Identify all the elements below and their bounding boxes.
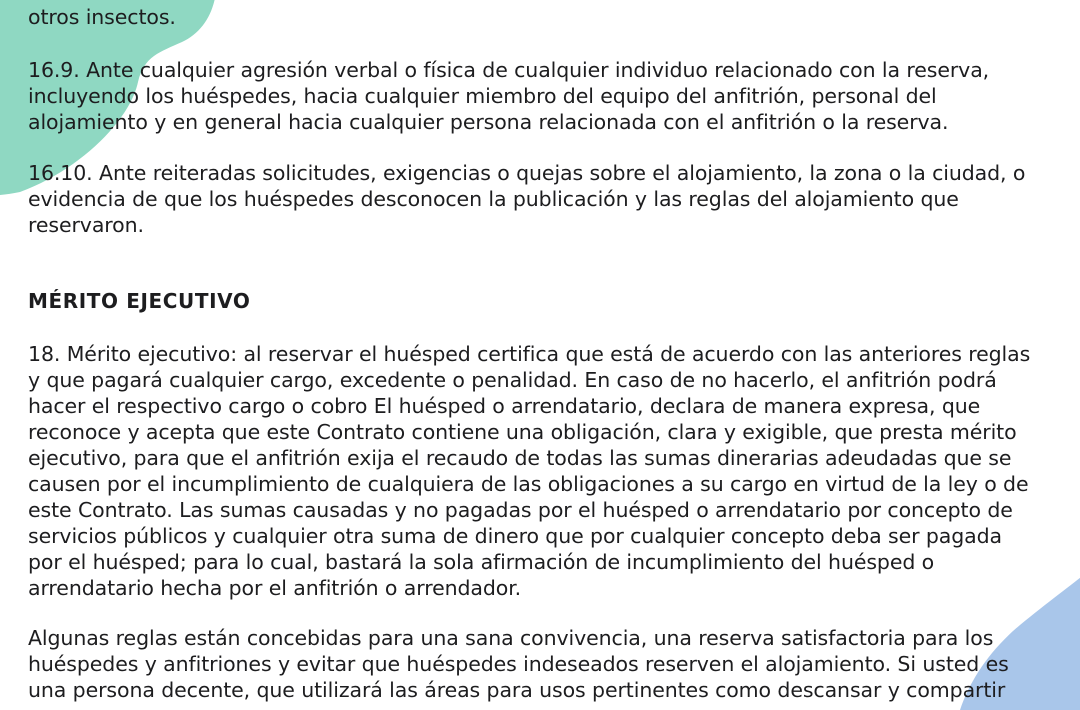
paragraph-16-10: 16.10. Ante reiteradas solicitudes, exigencias o quejas sobre el alojamiento, la zona o la ciudad, o evidencia de que los huéspedes desconocen la publicación y las reglas del alojamiento que reservaron. xyxy=(28,161,1026,237)
fragment-top-paragraph: otros insectos. xyxy=(28,5,176,29)
closing-paragraph: Algunas reglas están concebidas para una sana convivencia, una reserva satisfactoria para los huéspedes y anfitriones y evitar que huéspedes indeseados reserven el alojamiento. Si usted es una persona decente, que utilizará las áreas para usos pertinentes como descansar y compartir xyxy=(28,626,1009,702)
section-heading-merito-ejecutivo: MÉRITO EJECUTIVO xyxy=(28,289,251,313)
paragraph-18-merito-ejecutivo: 18. Mérito ejecutivo: al reservar el huésped certifica que está de acuerdo con las anteriores reglas y que pagará cualquier cargo, excedente o penalidad. En caso de no hacerlo, el anfitrión podrá hacer el respectivo cargo o cobro El huésped o arrendatario, declara de manera expresa, que reconoce y acepta que este Contrato contiene una obligación, clara y exigible, que presta mérito ejecutivo, para que el anfitrión exija el recaudo de todas las sumas dinerarias adeudadas que se causen por el incumplimiento de cualquiera de las obligaciones a su cargo en virtud de la ley o de este Contrato. Las sumas causadas y no pagadas por el huésped o arrendatario por concepto de servicios públicos y cualquier otra suma de dinero que por cualquier concepto deba ser pagada por el huésped; para lo cual, bastará la sola afirmación de incumplimiento del huésped o arrendatario hecha por el anfitrión o arrendador. xyxy=(28,342,1031,600)
paragraph-16-9: 16.9. Ante cualquier agresión verbal o física de cualquier individuo relacionado con la reserva, incluyendo los huéspedes, hacia cualquier miembro del equipo del anfitrión, personal del alojamiento y en general hacia cualquier persona relacionada con el anfitrión o la reserva. xyxy=(28,58,990,134)
